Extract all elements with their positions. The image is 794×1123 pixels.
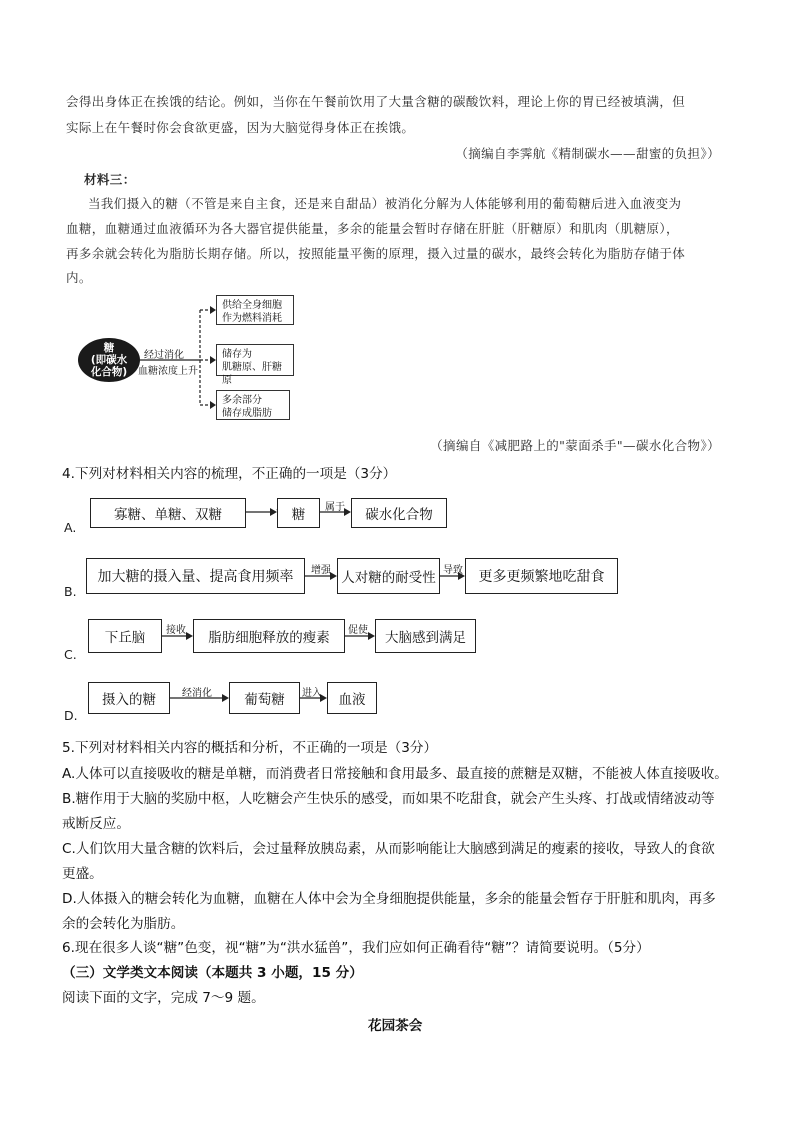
material3-line-3: 再多余就会转化为脂肪长期存储。所以，按照能量平衡的原理，摄入过量的碳水，最终会转化为脂肪存储于体 <box>66 246 686 261</box>
q4-option-b-letter: B. <box>64 584 77 599</box>
q4-option-d-letter: D. <box>64 708 78 723</box>
q4-stem: 4.下列对材料相关内容的梳理，不正确的一项是（3分） <box>62 466 397 482</box>
box-line: 储存成脂肪 <box>222 408 272 419</box>
q4-b-box-2: 人对糖的耐受性 <box>337 558 440 594</box>
q4-a-box-3: 碳水化合物 <box>351 498 447 528</box>
intro-line-1: 会得出身体正在挨饿的结论。例如，当你在午餐前饮用了大量含糖的碳酸饮料，理论上你的胃已经被填满，但 <box>66 94 686 109</box>
q4-c-box-3: 大脑感到满足 <box>375 619 476 653</box>
q4-a-arrow-2: 属于 <box>325 502 345 513</box>
q4-d-box-1: 摄入的糖 <box>88 682 170 714</box>
q5-option-d-line1: D.人体摄入的糖会转化为血糖，血糖在人体中会为全身细胞提供能量，多余的能量会暂存于肝脏和肌肉，再多 <box>62 891 716 907</box>
material3-title: 材料三： <box>84 172 136 187</box>
q5-option-a: A.人体可以直接吸收的糖是单糖，而消费者日常接触和食用最多、最直接的蔗糖是双糖，不能被人体直接吸收。 <box>62 766 728 782</box>
q4-a-box-2: 糖 <box>277 498 320 528</box>
q4-d-arrow-1: 经消化 <box>182 688 212 699</box>
circle-line-1: 糖 <box>103 342 115 354</box>
q4-b-box-1: 加大糖的摄入量、提高食用频率 <box>86 558 305 594</box>
q4-d-box-3: 血液 <box>327 682 377 714</box>
q4-d-arrow-2: 进入 <box>302 688 322 699</box>
source-citation-1: （摘编自李霁航《精制碳水——甜蜜的负担》） <box>455 146 720 161</box>
circle-line-3: 化合物) <box>90 366 128 378</box>
q4-option-c-letter: C. <box>64 647 77 662</box>
q5-option-c-line1: C.人们饮用大量含糖的饮料后，会过量释放胰岛素，从而影响能让大脑感到满足的瘦素的接收，导致人的食欲 <box>62 841 715 857</box>
box-line: 储存为 <box>222 349 252 360</box>
q4-c-box-2: 脂肪细胞释放的瘦素 <box>193 619 345 653</box>
q4-c-arrow-2: 促使 <box>348 625 368 636</box>
q5-option-b-line2: 戒断反应。 <box>62 816 130 832</box>
q4-b-box-3: 更多更频繁地吃甜食 <box>465 558 618 594</box>
diagram-arrow-label-2: 血糖浓度上升 <box>138 366 198 377</box>
q4-b-arrow-2: 导致 <box>443 565 463 576</box>
material3-line-2: 血糖，血糖通过血液循环为各大器官提供能量，多余的能量会暂时存储在肝脏（肝糖原）和肌肉（肌糖原）， <box>66 221 679 236</box>
story-title: 花园茶会 <box>368 1018 423 1034</box>
box-line: 供给全身细胞 <box>222 300 282 311</box>
q5-option-d-line2: 余的会转化为脂肪。 <box>62 916 185 932</box>
box-line: 肌糖原、肝糖原 <box>222 362 282 386</box>
q4-a-box-1: 寡糖、单糖、双糖 <box>90 498 246 528</box>
source-citation-2: （摘编自《减肥路上的"蒙面杀手"—碳水化合物》） <box>430 438 720 453</box>
q4-b-arrow-1: 增强 <box>311 565 331 576</box>
material3-line-1: 当我们摄入的糖（不管是来自主食，还是来自甜品）被消化分解为人体能够利用的葡萄糖后进入血液变为 <box>88 196 682 211</box>
material3-line-4: 内。 <box>66 270 92 285</box>
q5-option-c-line2: 更盛。 <box>62 866 103 882</box>
box-line: 多余部分 <box>222 395 262 406</box>
box-line: 作为燃料消耗 <box>222 313 282 324</box>
q6-stem: 6.现在很多人谈“糖”色变，视“糖”为“洪水猛兽”，我们应如何正确看待“糖”？请简要说明。（5分） <box>62 940 650 956</box>
q4-d-box-2: 葡萄糖 <box>229 682 300 714</box>
diagram-arrow-label-1: 经过消化 <box>144 350 184 361</box>
q4-c-box-1: 下丘脑 <box>88 619 162 653</box>
section3-instruction: 阅读下面的文字，完成 7～9 题。 <box>62 990 265 1006</box>
q4-option-a-letter: A. <box>64 520 77 535</box>
q4-c-arrow-1: 接收 <box>166 625 186 636</box>
q5-option-b-line1: B.糖作用于大脑的奖励中枢，人吃糖会产生快乐的感受，而如果不吃甜食，就会产生头疼、打战或情绪波动等 <box>62 791 715 807</box>
q5-stem: 5.下列对材料相关内容的概括和分析，不正确的一项是（3分） <box>62 740 438 756</box>
circle-line-2: (即碳水 <box>90 354 128 366</box>
intro-line-2: 实际上在午餐时你会食欲更盛，因为大脑觉得身体正在挨饿。 <box>66 120 415 135</box>
section3-title: （三）文学类文本阅读（本题共 3 小题，15 分） <box>62 965 363 981</box>
